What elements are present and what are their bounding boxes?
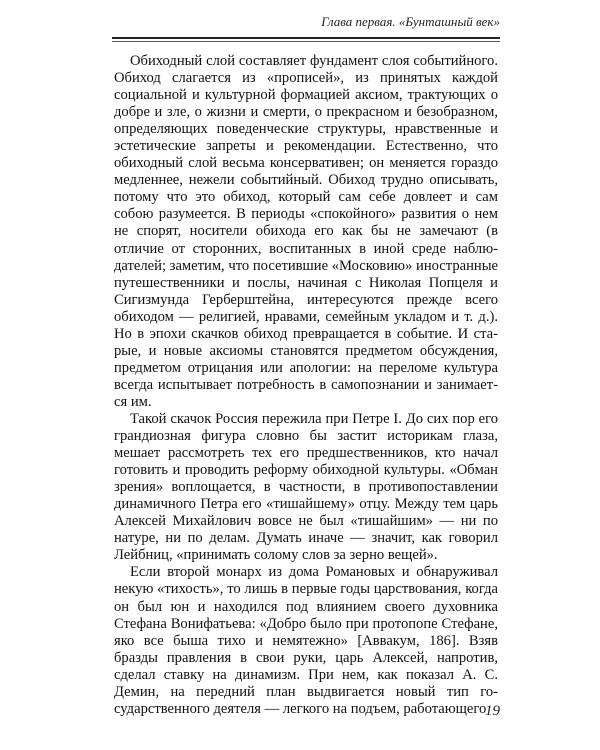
page-number: 19 xyxy=(485,703,500,719)
header-rule-thin xyxy=(112,41,500,42)
running-head: Глава первая. «Бунташный век» xyxy=(321,14,500,29)
header-rule xyxy=(112,37,500,39)
body-text xyxy=(114,53,498,718)
paragraph-3: Если второй монарх из дома Романовых и обнаруживал некую «тихость», то лишь в первые годы царствования, когда он был юн и находился под влиянием своего духовника Стефана Вонифатьева: «Добро было при протопопе Стефане, яко все быша тихо и немятежно» [Аввакум, 186]. Взяв бразды правления в свои руки, царь Алексей, напротив, сделал ставку на динамизм. При нем, как показал А. С. Демин, на передний план выдвигается новый тип государственного деятеля — легкого на подъем, работающего xyxy=(114,564,498,717)
paragraph-1: Обиходный слой составляет фундамент слоя событийного. Обиход слагается из «прописей», из принятых каждой социальной и культурной формацией аксиом, трактующих о добре и зле, о жизни и смерти, о прекрасном и безобразном, определяющих поведенческие структуры, нравственные и эстетические запреты и рекомендации. Естественно, что обиходный слой весьма консервативен; он меняется гораздо медленнее, нежели событийный. Обиход трудно описывать, потому что это обиход, который сам себе довлеет и сам собою разумеется. В периоды «спокойного» развития о нем не спорят, носители обихода его как бы не замечают (в отличие от сторонних, воспитанных в иной среде наблюдателей; заметим, что посетившие «Московию» иностранные путешественники и послы, начиная с Николая Попцеля и Сигизмунда Герберштейна, интересуются прежде всего обиходом — религией, нравами, семейным укладом и т. д.). Но в эпохи скачков обиход превращается в событие. И старые, и новые аксиомы становятся предметом обсуждения, предметом отрицания или апологии: на переломе культура всегда испытывает потребность в самопознании и занимается им. xyxy=(114,53,498,410)
paragraph-2: Такой скачок Россия пережила при Петре I. До сих пор его грандиозная фигура словно бы застит историкам глаза, мешает рассмотреть тех его предшественников, кто начал готовить и проводить реформу обиходной культуры. «Обман зрения» воплощается, в частности, в противопоставлении динамичного Петра его «тишайшему» отцу. Между тем царь Алексей Михайлович вовсе не был «тишайшим» — ни по натуре, ни по делам. Думать иначе — значит, как говорил Лейбниц, «принимать солому слов за зерно вещей». xyxy=(114,410,498,564)
